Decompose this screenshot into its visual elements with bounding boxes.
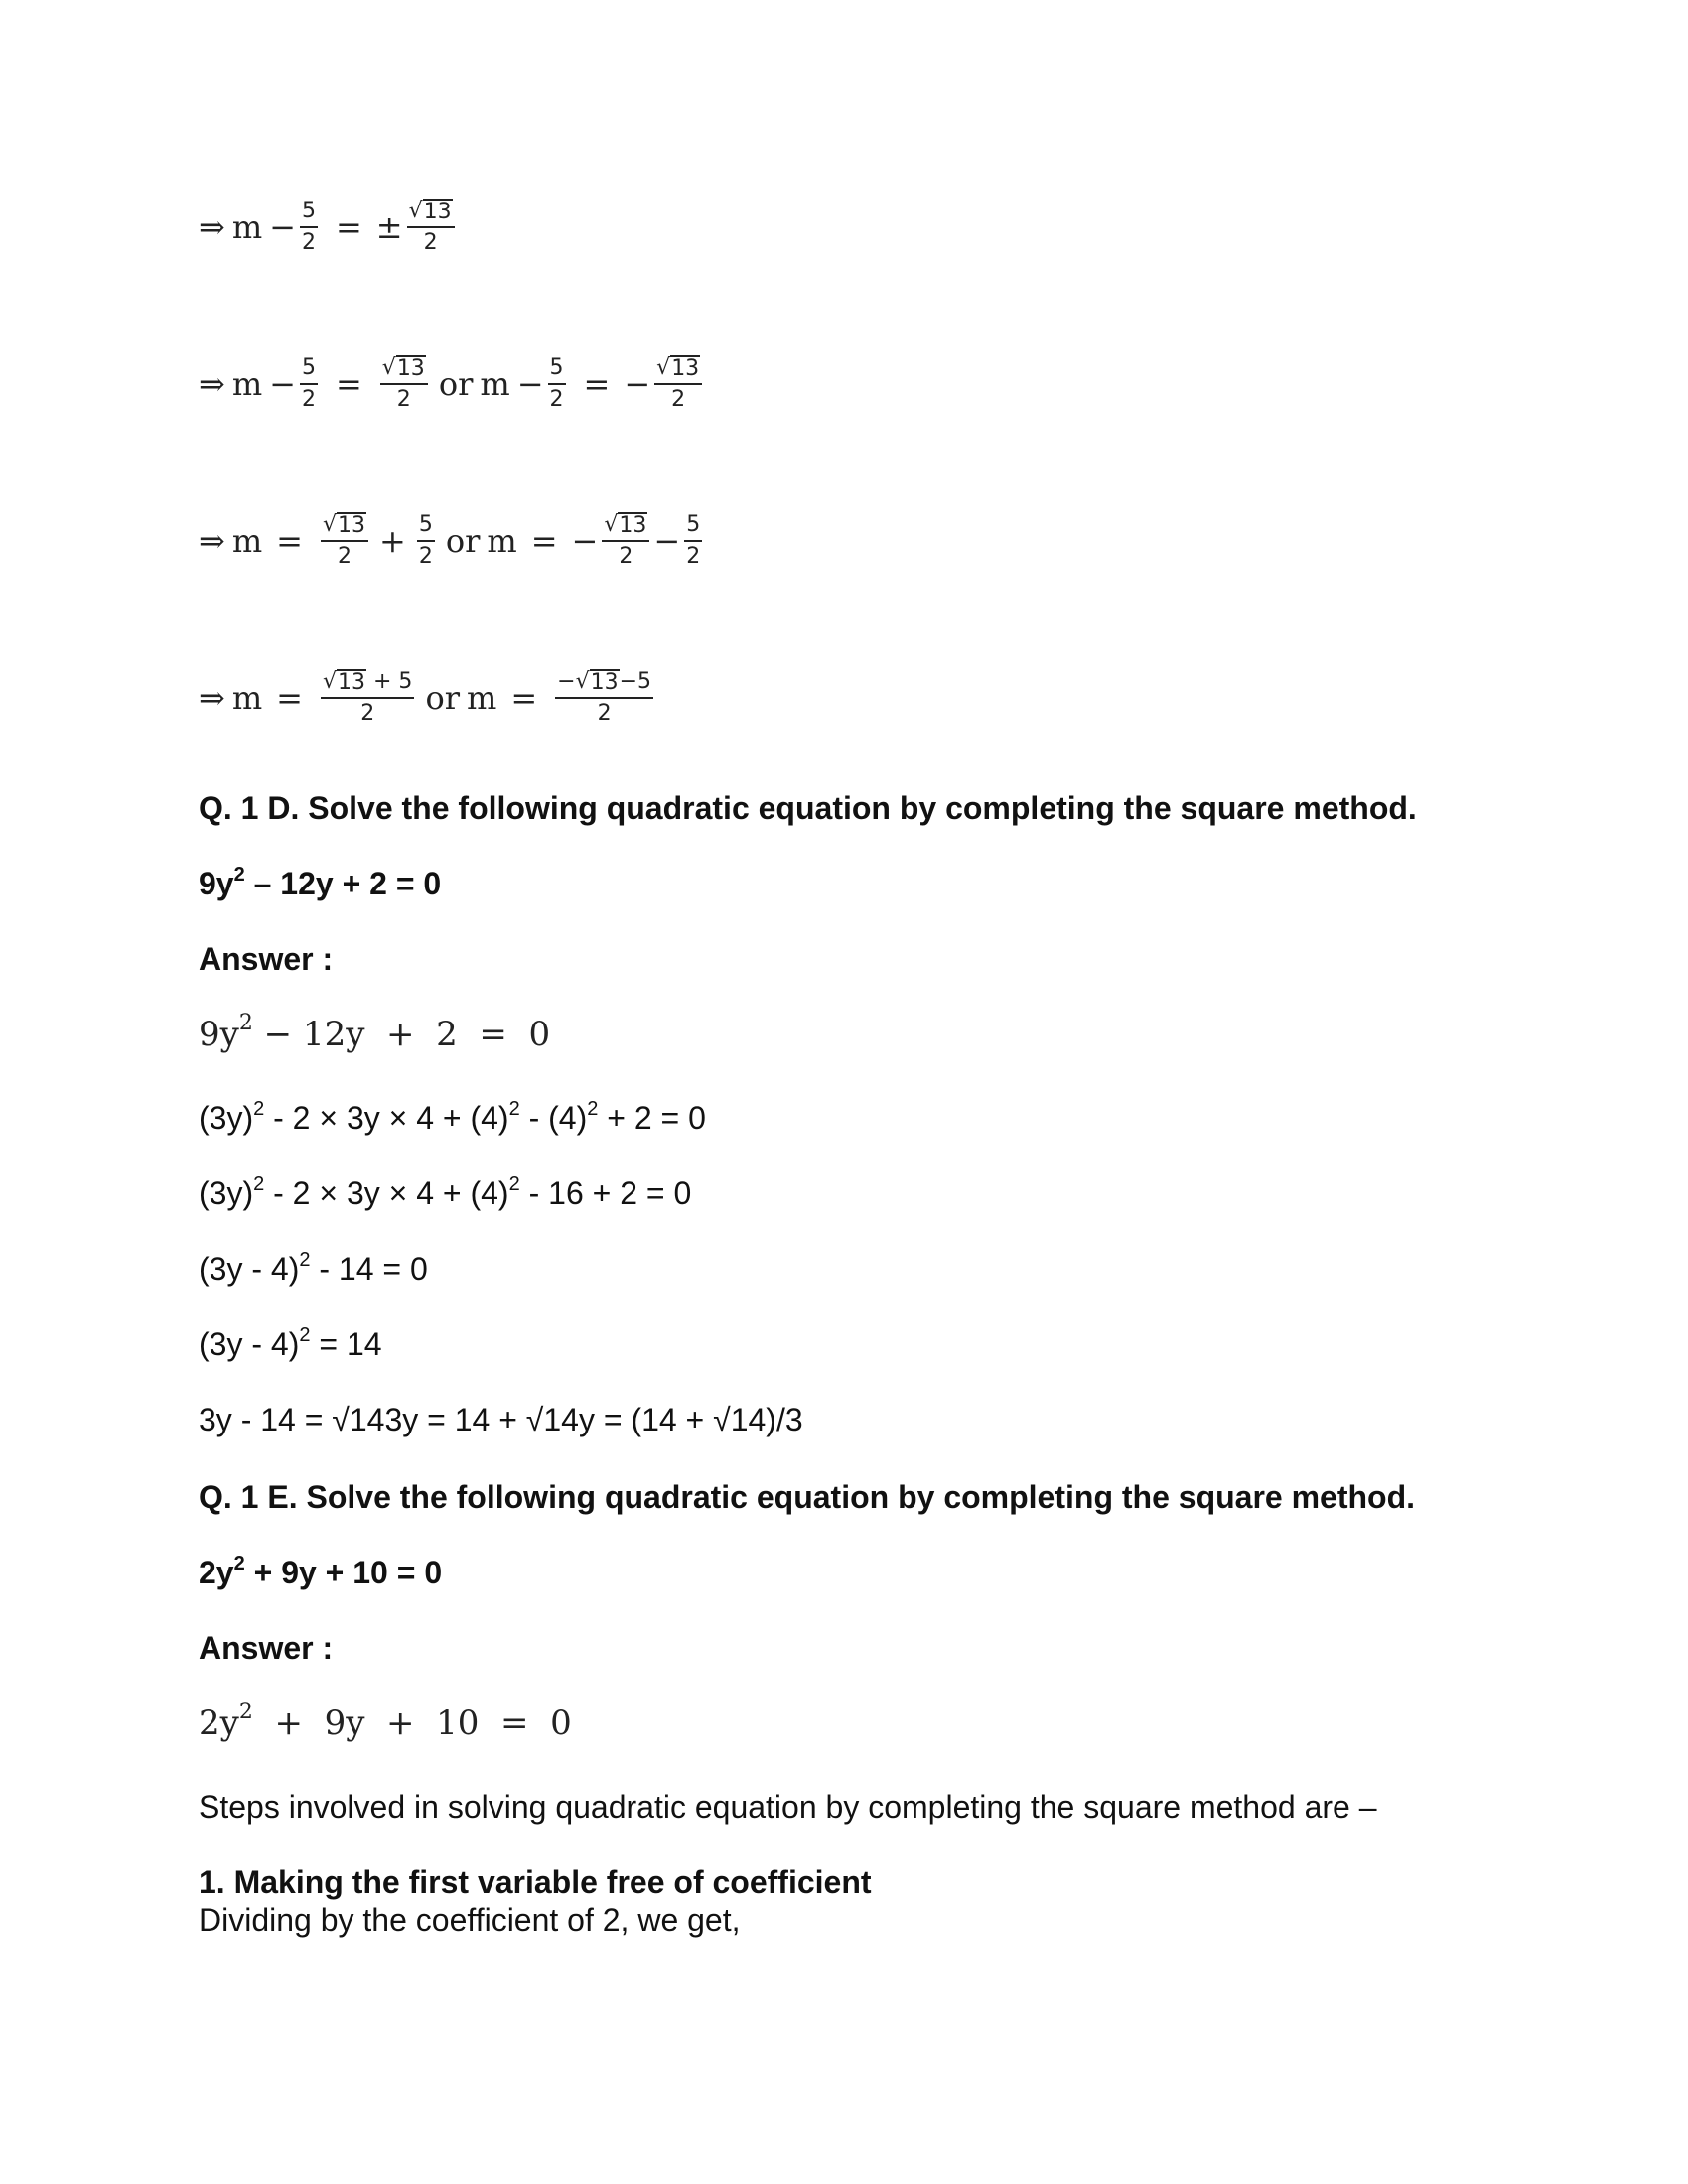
variable-m: m: [487, 522, 517, 560]
negative-sign: −: [571, 522, 599, 560]
answer-label-1e: Answer :: [199, 1630, 334, 1666]
fraction-sqrt13-halves: √ 13 2: [321, 512, 368, 570]
equals-sign: =: [276, 522, 303, 560]
minus-sign: −: [269, 208, 296, 246]
step-1d-4: (3y - 4)$^2$ = 14: [199, 1324, 382, 1362]
equals-sign: =: [530, 522, 558, 560]
step-1d-1: $(3y)^2 - 2 \times 3y \times 4 + (4)^2 - (4)^2 + 2 = 0$: [199, 1098, 706, 1136]
question-1d-equation: $9y^2 - 12y + 2 = 0$: [199, 864, 442, 901]
plus-sign: +: [379, 522, 406, 560]
answer-label-1d: Answer :: [199, 941, 334, 977]
step-1d-2: $(3y)^2 - 2 \times 3y \times 4 + (4)^2 - 16 + 2 = 0$: [199, 1173, 692, 1211]
variable-m: m: [231, 365, 263, 403]
steps-intro: Steps involved in solving quadratic equation by completing the square method are –: [199, 1789, 1377, 1825]
fraction-sqrt13-halves: √ 13 2: [654, 355, 702, 413]
variable-m: m: [480, 365, 510, 403]
equation-line-1: [199, 199, 459, 256]
implies-symbol: ⇒: [199, 365, 225, 403]
fraction-sqrt13-halves: √ 13 2: [602, 512, 649, 570]
minus-sign: −: [653, 522, 681, 560]
equation-line-2: [199, 355, 706, 413]
fraction-sqrt13-plus-5-halves: √ 13 + 5 2: [322, 669, 413, 726]
question-1d-title: Q. 1 D. Solve the following quadratic equation by completing the square method.: [199, 790, 1417, 826]
or-word: or: [425, 679, 460, 717]
answer-1e-equation: $2y^2 + 9y + 10 = 0$: [199, 1700, 572, 1743]
fraction-five-halves: $\frac{5}{2}$: [301, 355, 316, 412]
equation-line-4: [199, 669, 657, 727]
fraction-five-halves: $\frac{5}{2}$: [301, 199, 316, 255]
variable-m: m: [231, 208, 263, 246]
or-word: or: [445, 522, 481, 560]
step-1d-3: (3y - 4)$^2$ - 14 = 0: [199, 1249, 428, 1287]
minus-sign: −: [269, 365, 296, 403]
fraction-five-halves: $\frac{5}{2}$: [418, 512, 433, 569]
fraction-five-halves: $\frac{5}{2}$: [686, 512, 701, 569]
fraction-sqrt13-halves: √ 13 2: [380, 355, 428, 413]
negative-sign: −: [624, 365, 651, 403]
variable-m: m: [467, 679, 497, 717]
step-1-heading: 1. Making the first variable free of coefficient: [199, 1864, 872, 1900]
question-1e-title: Q. 1 E. Solve the following quadratic equation by completing the square method.: [199, 1479, 1416, 1515]
step-1-text: Dividing by the coefficient of 2, we get,: [199, 1902, 741, 1938]
fraction-sqrt13-halves: √ 13 2: [407, 199, 455, 256]
implies-symbol: ⇒: [199, 208, 225, 246]
or-word: or: [438, 365, 474, 403]
equals-sign: =: [335, 208, 362, 246]
equals-sign: =: [510, 679, 538, 717]
answer-1d-equation: $9y^2 - 12y + 2 = 0$: [199, 1011, 551, 1054]
equals-sign: =: [276, 679, 303, 717]
equals-sign: =: [583, 365, 611, 403]
step-1d-final: 3y - 14 = √143y = 14 + √14y = (14 + √14)/3: [199, 1402, 803, 1437]
plus-minus-sign: ±: [375, 208, 403, 246]
implies-symbol: ⇒: [199, 522, 225, 560]
fraction-five-halves: $\frac{5}{2}$: [549, 355, 564, 412]
implies-symbol: ⇒: [199, 679, 225, 717]
variable-m: m: [231, 522, 263, 560]
minus-sign: −: [516, 365, 544, 403]
variable-m: m: [231, 679, 263, 717]
equation-line-3: [199, 512, 706, 570]
question-1e-equation: $2y^2 + 9y + 10 = 0$: [199, 1553, 443, 1590]
fraction-neg-sqrt13-minus-5-halves: − √ 13 −5 2: [557, 669, 652, 726]
equals-sign: =: [335, 365, 362, 403]
